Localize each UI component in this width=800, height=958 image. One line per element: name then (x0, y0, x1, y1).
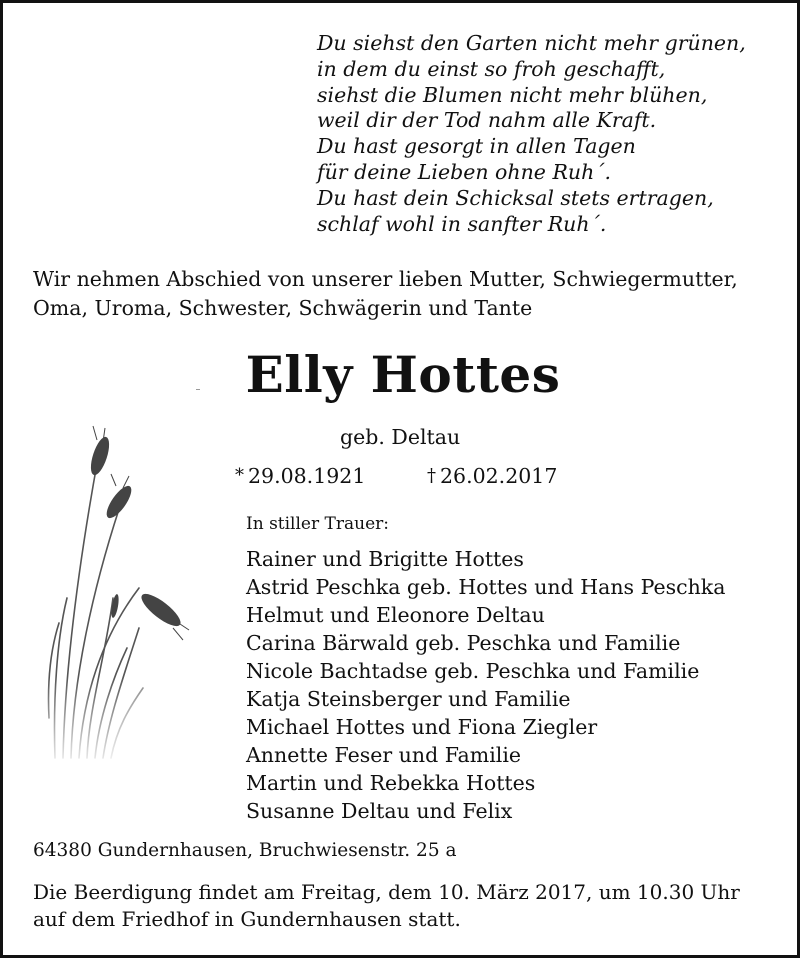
birth-date: 29.08.1921 (248, 464, 366, 488)
list-item: Katja Steinsberger und Familie (246, 687, 571, 711)
poem-line: Du hast gesorgt in allen Tagen (317, 134, 636, 159)
funeral-info (33, 879, 740, 933)
funeral-line: auf dem Friedhof in Gundernhausen statt. (33, 907, 461, 931)
address: 64380 Gundernhausen, Bruchwiesenstr. 25 a (33, 840, 457, 861)
poem-line: weil dir der Tod nahm alle Kraft. (317, 108, 657, 133)
list-item: Astrid Peschka geb. Hottes und Hans Peschka (246, 575, 726, 599)
list-item: Helmut und Eleonore Deltau (246, 603, 545, 627)
death-date: 26.02.2017 (440, 464, 558, 488)
list-item: Susanne Deltau und Felix (246, 799, 513, 823)
poem (317, 31, 746, 237)
poem-line: siehst die Blumen nicht mehr blühen, (317, 82, 708, 107)
intro-line: Oma, Uroma, Schwester, Schwägerin und Tante (33, 296, 533, 320)
mourning-heading: In stiller Trauer: (246, 514, 389, 534)
poem-line: für deine Lieben ohne Ruh´. (317, 159, 612, 184)
list-item: Michael Hottes und Fiona Ziegler (246, 715, 598, 739)
list-item: Carina Bärwald geb. Peschka und Familie (246, 631, 681, 655)
funeral-line: Die Beerdigung findet am Freitag, dem 10. März 2017, um 10.30 Uhr (33, 880, 740, 904)
maiden-name: geb. Deltau (340, 425, 461, 449)
death-cross-icon: † (427, 465, 436, 486)
intro-line: Wir nehmen Abschied von unserer lieben Mutter, Schwiegermutter, (33, 267, 738, 291)
list-item: Nicole Bachtadse geb. Peschka und Familie (246, 659, 700, 683)
list-item: Martin und Rebekka Hottes (246, 771, 536, 795)
list-item: Rainer und Brigitte Hottes (246, 547, 524, 571)
farewell-intro (33, 265, 738, 323)
poem-line: in dem du einst so froh geschafft, (317, 56, 666, 81)
deceased-name: Elly Hottes (245, 345, 561, 404)
poem-line: schlaf wohl in sanfter Ruh´. (317, 211, 607, 236)
wheat-stalks-icon (43, 418, 203, 763)
poem-line: Du siehst den Garten nicht mehr grünen, (317, 31, 746, 55)
birth-star-icon: * (235, 465, 244, 486)
list-item: Annette Feser und Familie (246, 743, 522, 767)
poem-line: Du hast dein Schicksal stets ertragen, (317, 185, 714, 210)
birth-date-group (235, 462, 365, 492)
death-date-group (427, 462, 557, 492)
mourners-list (246, 545, 725, 825)
